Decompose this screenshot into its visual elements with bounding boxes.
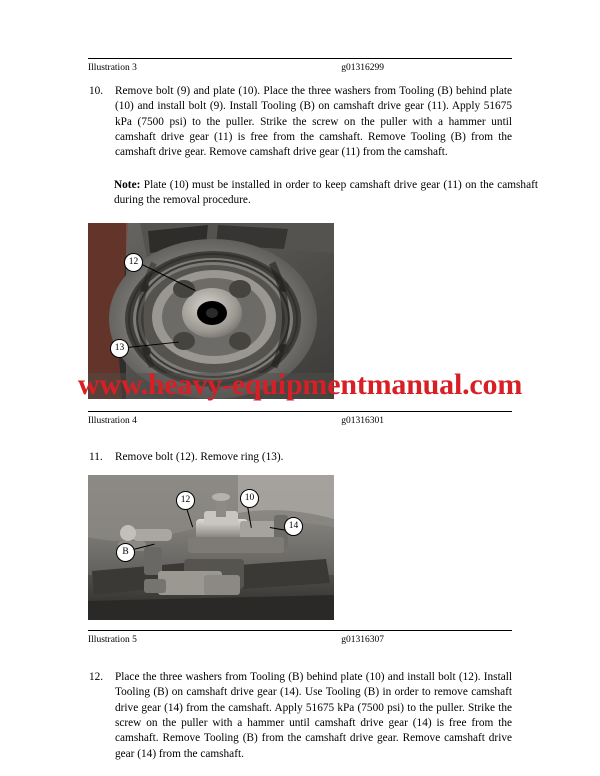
figure-caption-label-3: Illustration 3 [88, 63, 137, 73]
callout-13: 13 [110, 339, 129, 358]
note-text: Plate (10) must be installed in order to keep camshaft drive gear (11) on the camshaft during the removal procedure. [114, 179, 538, 207]
figure-caption-5 [88, 630, 512, 645]
figure-caption-label-4: Illustration 4 [88, 416, 137, 426]
watermark: www.heavy-equipmentmanual.com [77, 368, 523, 401]
step-12-number: 12. [89, 671, 104, 683]
figure-image-5 [88, 475, 334, 620]
callout-14: 14 [284, 517, 303, 536]
step-10-text: Remove bolt (9) and plate (10). Place the three washers from Tooling (B) behind plate (10) and install bolt (9). Install Tooling (B) on camshaft drive gear (11). Apply 51675 kPa (7500 psi) to the puller. Strike the screw on the puller with a hammer until camshaft drive gear (11) is free from the camshaft. Remove Tooling (B) from the camshaft drive gear. Remove camshaft drive gear (11) from the camshaft. [115, 85, 512, 159]
step-12-text: Place the three washers from Tooling (B) behind plate (10) and install bolt (12). Install Tooling (B) on camshaft drive gear (14). Use Tooling (B) in order to remove camshaft drive gear (14) from the camshaft. Apply 51675 kPa (7500 psi) to the puller. Strike the screw on the puller with a hammer until camshaft drive gear (14) is free from the camshaft. Remove Tooling (B) from the camshaft drive gear. Remove camshaft drive gear (14) from the camshaft. [115, 671, 512, 760]
figure-id-5: g01316307 [341, 635, 384, 645]
callout-b: B [116, 543, 135, 562]
callout-10: 10 [240, 489, 259, 508]
step-10 [88, 84, 512, 161]
figure-caption-3 [88, 58, 512, 73]
step-11 [88, 450, 512, 465]
step-12 [88, 670, 512, 762]
step-11-number: 11. [89, 451, 103, 463]
step-10-note [88, 178, 538, 209]
callout-12: 12 [124, 253, 143, 272]
step-11-text: Remove bolt (12). Remove ring (13). [115, 451, 284, 463]
figure-caption-4 [88, 411, 512, 426]
figure-caption-label-5: Illustration 5 [88, 635, 137, 645]
figure-id-3: g01316299 [341, 63, 384, 73]
figure-id-4: g01316301 [341, 416, 384, 426]
step-10-number: 10. [89, 85, 104, 97]
callout-12: 12 [176, 491, 195, 510]
note-label: Note: [114, 179, 141, 191]
